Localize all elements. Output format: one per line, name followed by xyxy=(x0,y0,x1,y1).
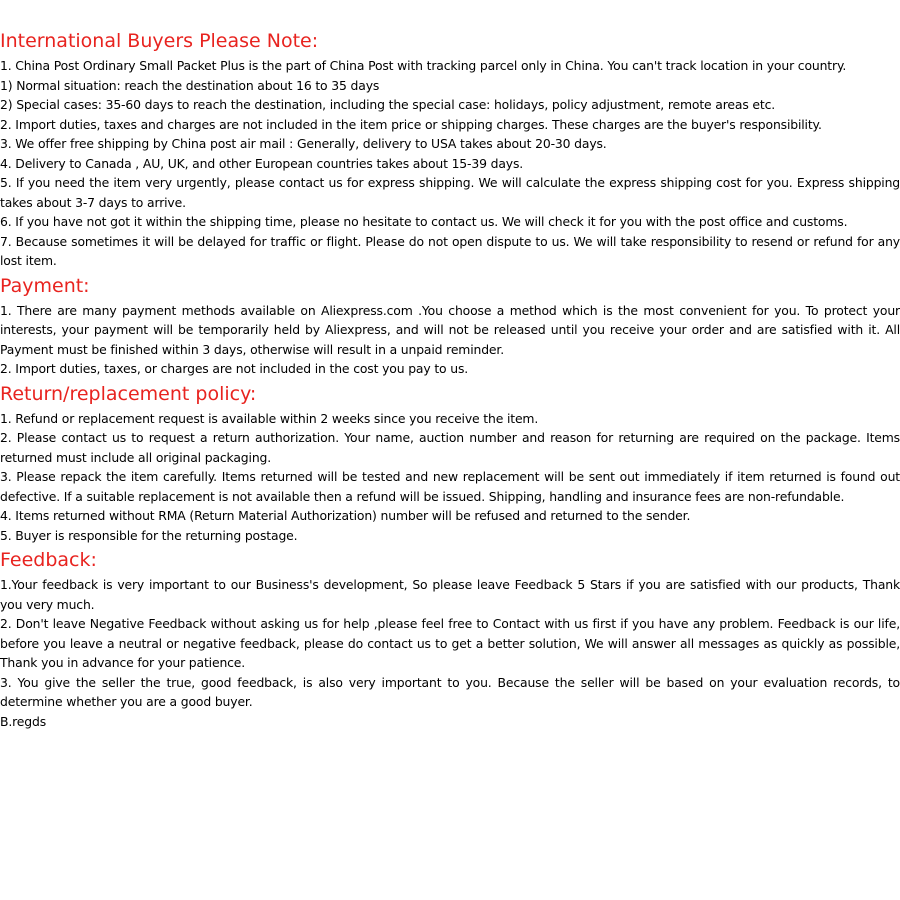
text-line: 5. If you need the item very urgently, please contact us for express shipping. We will calculate the express shipping cost for you. Express shipping takes about 3-7 days to arrive. xyxy=(0,175,900,210)
text-line: 3. You give the seller the true, good feedback, is also very important to you. Because the seller will be based on your evaluation records, to determine whether you are a good buyer. xyxy=(0,674,900,709)
text-line: 1.Your feedback is very important to our Business's development, So please leave Feedback 5 Stars if you are satisfied with our products, Thank you very much. xyxy=(0,577,900,612)
text-line: 4. Delivery to Canada , AU, UK, and other European countries takes about 15-39 days. xyxy=(0,155,524,171)
text-line: 3. Please repack the item carefully. Items returned will be tested and new replacement will be sent out immediately if item returned is found out defective. If a suitable replacement is not available then a refund will be issued. Shipping, handling and insurance fees are non-refundable. xyxy=(0,469,900,504)
section-feedback xyxy=(0,545,900,731)
signoff-text: B.regds xyxy=(0,713,47,729)
text-line: 2. Import duties, taxes and charges are not included in the item price or shipping charges. These charges are the buyer's responsibility. xyxy=(0,116,822,132)
text-line: 2. Don't leave Negative Feedback without asking us for help ,please feel free to Contact with us first if you have any problem. Feedback is our life, before you leave a neutral or negative feedback, please do contact us to get a better solution, We will answer all messages as quickly as possible, Thank you in advance for your patience. xyxy=(0,616,900,670)
text-line: 1. There are many payment methods available on Aliexpress.com .You choose a method which is the most convenient for you. To protect your interests, your payment will be temporarily held by Aliexpress, and will not be released until you receive your order and are satisfied with it. All Payment must be finished within 3 days, otherwise will result in a unpaid reminder. xyxy=(0,302,900,357)
text-line: 1. Refund or replacement request is available within 2 weeks since you receive the item. xyxy=(0,410,539,426)
section-heading: International Buyers Please Note: xyxy=(0,30,319,52)
text-line: 1) Normal situation: reach the destination about 16 to 35 days xyxy=(0,77,380,93)
text-line: 1. China Post Ordinary Small Packet Plus is the part of China Post with tracking parcel only in China. You can't track location in your country. xyxy=(0,58,847,73)
section-heading: Return/replacement policy: xyxy=(0,382,257,405)
text-line: 4. Items returned without RMA (Return Material Authorization) number will be refused and returned to the sender. xyxy=(0,508,691,523)
section-heading: Payment: xyxy=(0,274,90,297)
text-line: 2. Import duties, taxes, or charges are not included in the cost you pay to us. xyxy=(0,361,469,376)
text-line: 3. We offer free shipping by China post air mail : Generally, delivery to USA takes about 20-30 days. xyxy=(0,136,607,151)
section-heading: Feedback: xyxy=(0,549,97,571)
text-line: 6. If you have not got it within the shipping time, please no hesitate to contact us. We will check it for you with the post office and customs. xyxy=(0,214,848,229)
section-payment xyxy=(0,271,900,379)
section-return-policy xyxy=(0,379,900,546)
notice-document xyxy=(0,26,900,731)
section-international-buyers xyxy=(0,26,900,271)
text-line: 5. Buyer is responsible for the returning postage. xyxy=(0,527,298,543)
text-line: 2. Please contact us to request a return authorization. Your name, auction number and reason for returning are required on the package. Items returned must include all original packaging. xyxy=(0,430,900,465)
text-line: 7. Because sometimes it will be delayed for traffic or flight. Please do not open dispute to us. We will take responsibility to resend or refund for any lost item. xyxy=(0,233,900,268)
text-line: 2) Special cases: 35-60 days to reach the destination, including the special case: holidays, policy adjustment, remote areas etc. xyxy=(0,97,776,112)
